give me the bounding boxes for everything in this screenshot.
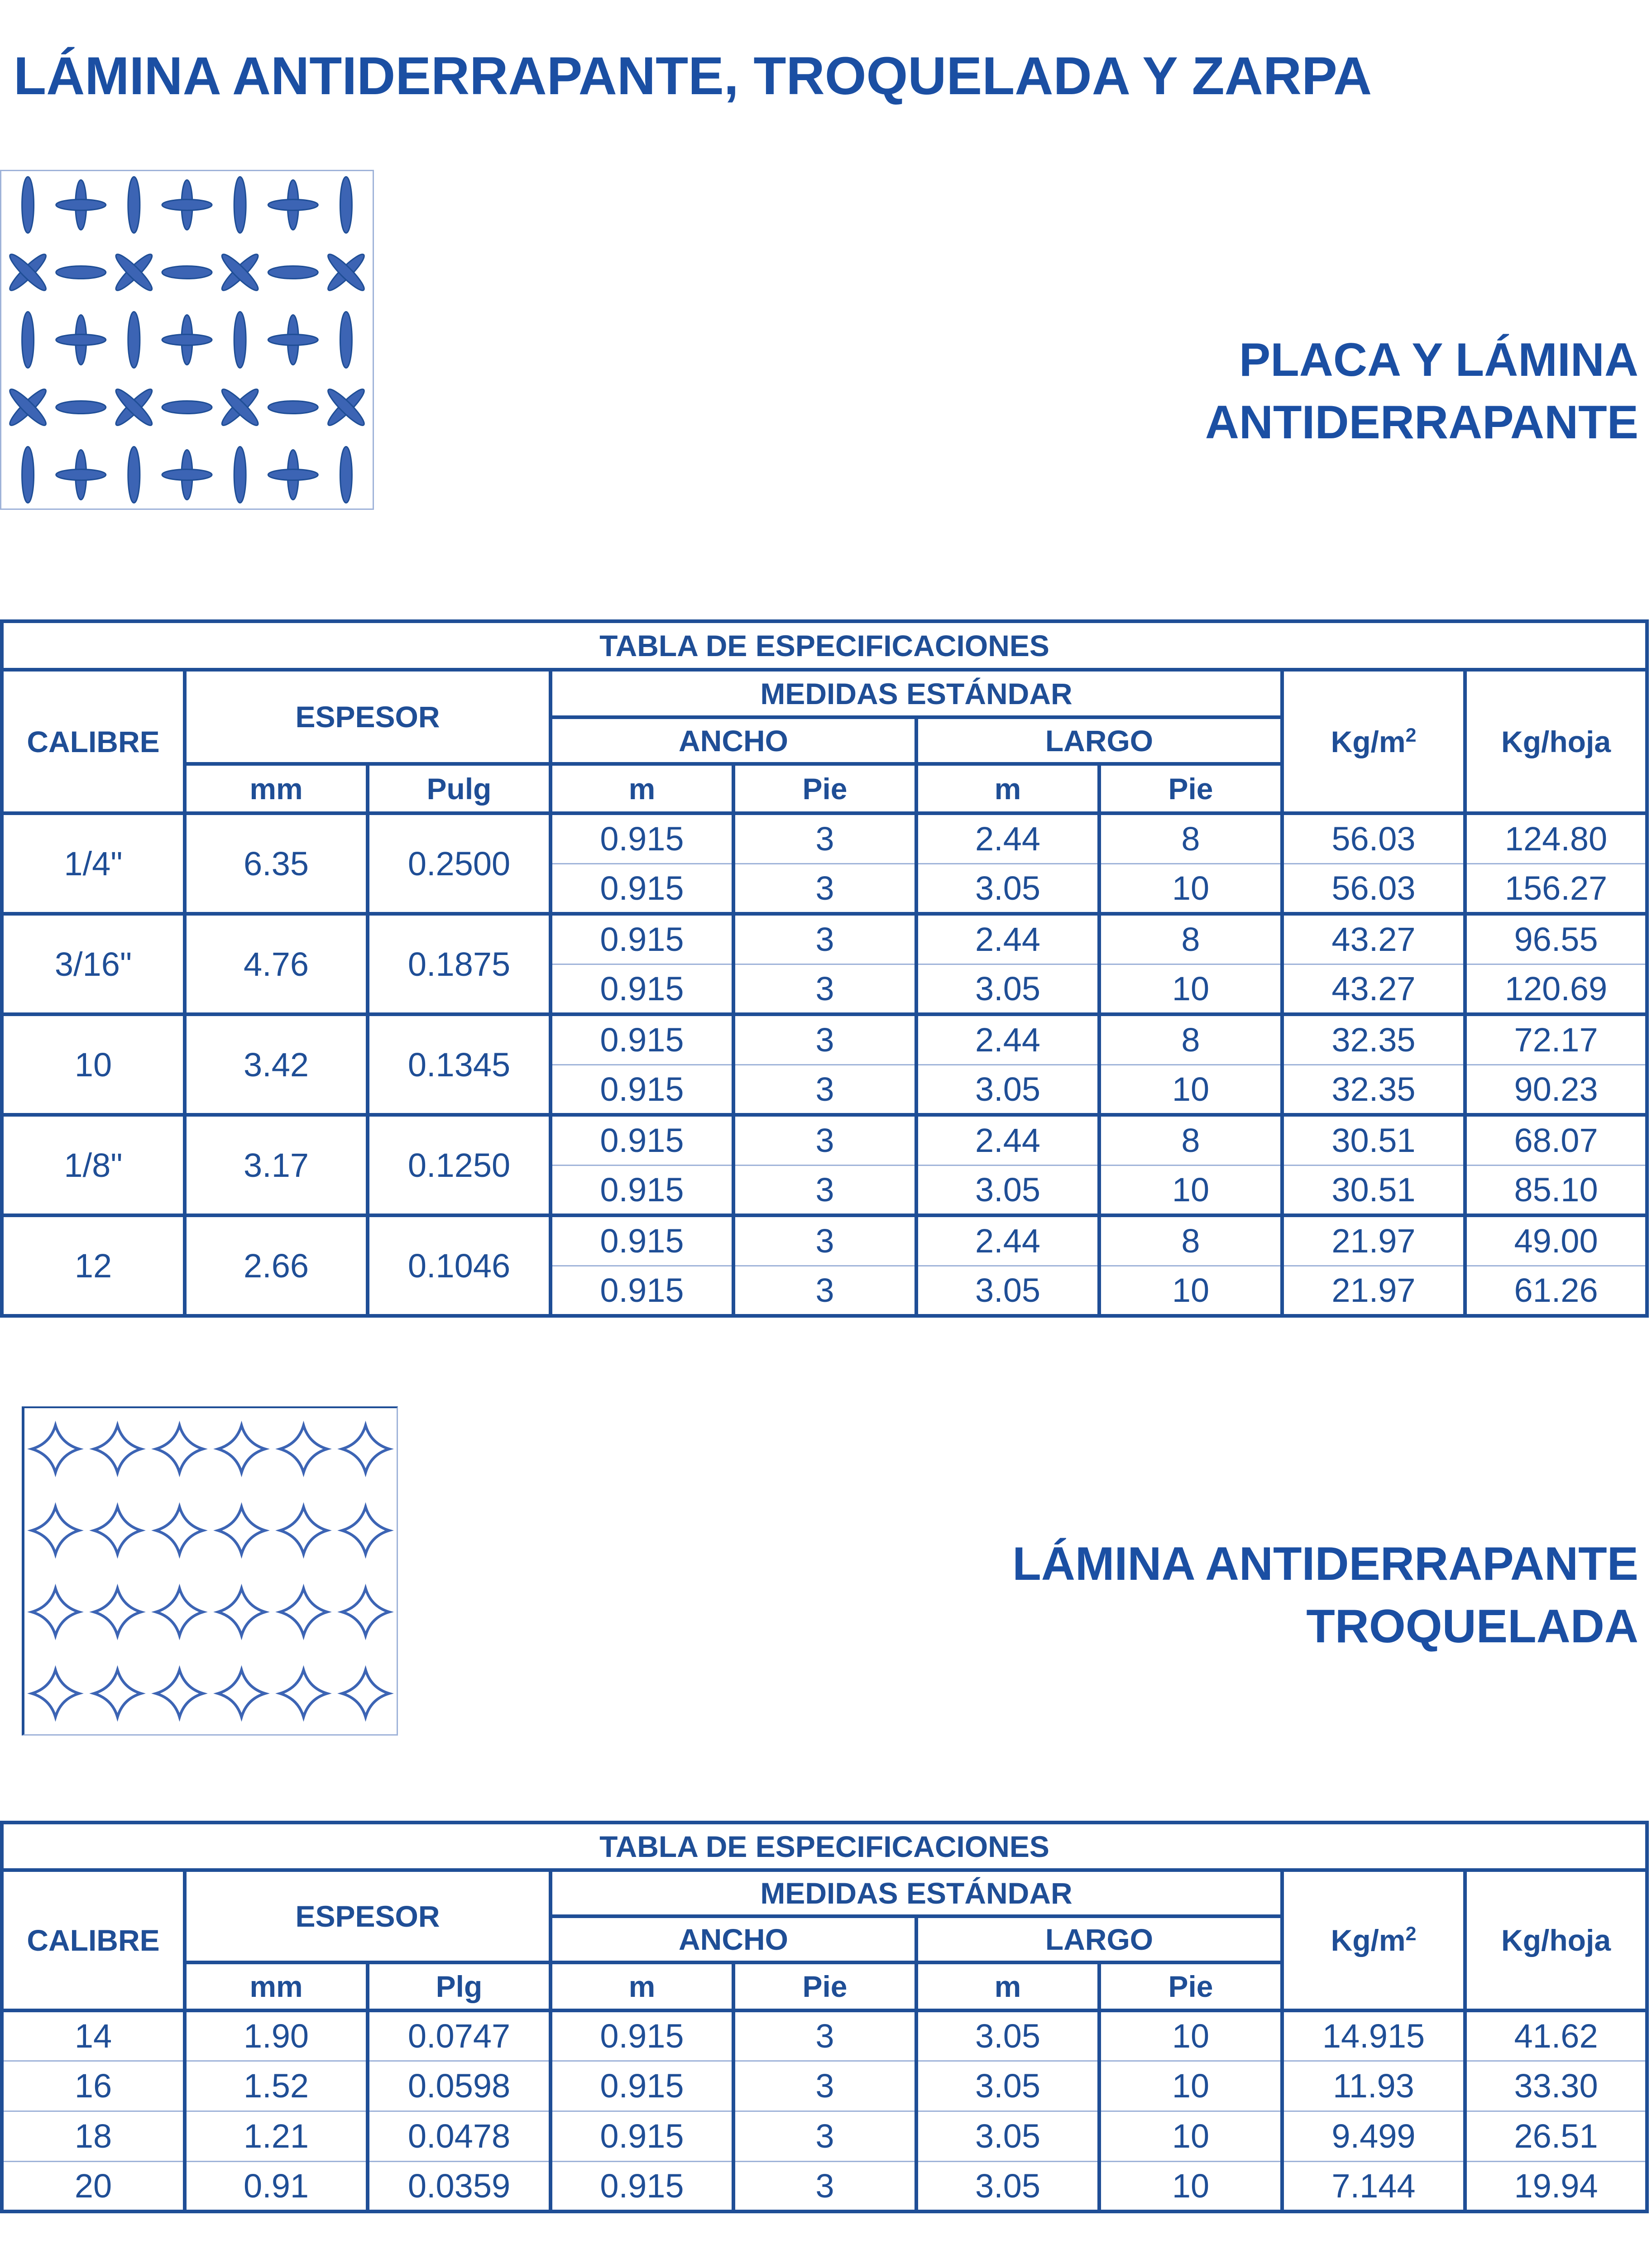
cell-ancho-m: 0.915 bbox=[551, 1115, 733, 1165]
cell-kgm2: 32.35 bbox=[1282, 1014, 1465, 1065]
cell-calibre: 3/16" bbox=[2, 914, 185, 1014]
cell-kgm2: 9.499 bbox=[1282, 2111, 1465, 2161]
cell-calibre: 14 bbox=[2, 2010, 185, 2061]
cell-ancho-pie: 3 bbox=[733, 914, 916, 964]
cell-ancho-m: 0.915 bbox=[551, 1266, 733, 1316]
cell-largo-m: 3.05 bbox=[916, 1266, 1099, 1316]
cell-mm: 1.90 bbox=[185, 2010, 368, 2061]
cell-kgm2: 32.35 bbox=[1282, 1065, 1465, 1115]
cell-largo-m: 3.05 bbox=[916, 964, 1099, 1014]
cell-calibre: 1/8" bbox=[2, 1115, 185, 1215]
cell-largo-pie: 10 bbox=[1099, 863, 1282, 914]
col-header-pie: Pie bbox=[733, 764, 916, 813]
cell-calibre: 16 bbox=[2, 2061, 185, 2111]
col-header-pie: Pie bbox=[733, 1962, 916, 2010]
cell-kghoja: 120.69 bbox=[1465, 964, 1647, 1014]
cell-kghoja: 33.30 bbox=[1465, 2061, 1647, 2111]
cell-pulg: 0.2500 bbox=[368, 813, 551, 914]
table-row bbox=[2, 2161, 1647, 2211]
col-header-kgm2: $Kg/m^2$ bbox=[1282, 670, 1465, 813]
cell-calibre: 10 bbox=[2, 1014, 185, 1115]
col-header-kghoja: Kg/hoja bbox=[1465, 670, 1647, 813]
section-title-placa bbox=[1205, 329, 1638, 454]
col-header-pie: Pie bbox=[1099, 764, 1282, 813]
cell-ancho-pie: 3 bbox=[733, 2061, 916, 2111]
cell-largo-pie: 10 bbox=[1099, 2010, 1282, 2061]
cell-kghoja: 85.10 bbox=[1465, 1165, 1647, 1215]
col-header-m: m bbox=[916, 764, 1099, 813]
cell-pulg: 0.1046 bbox=[368, 1215, 551, 1316]
cell-kgm2: 7.144 bbox=[1282, 2161, 1465, 2211]
cell-kghoja: 49.00 bbox=[1465, 1215, 1647, 1266]
cell-ancho-m: 0.915 bbox=[551, 2111, 733, 2161]
cell-kgm2: 21.97 bbox=[1282, 1215, 1465, 1266]
cell-ancho-m: 0.915 bbox=[551, 914, 733, 964]
col-header-medidas: MEDIDAS ESTÁNDAR bbox=[551, 670, 1282, 717]
cell-ancho-pie: 3 bbox=[733, 1165, 916, 1215]
col-header-m: m bbox=[551, 1962, 733, 2010]
cell-kgm2: 43.27 bbox=[1282, 964, 1465, 1014]
col-header-pulg: Pulg bbox=[368, 764, 551, 813]
cell-ancho-m: 0.915 bbox=[551, 2010, 733, 2061]
cell-kgm2: 56.03 bbox=[1282, 863, 1465, 914]
cell-largo-m: 3.05 bbox=[916, 2061, 1099, 2111]
cell-largo-m: 2.44 bbox=[916, 1215, 1099, 1266]
cell-ancho-pie: 3 bbox=[733, 2111, 916, 2161]
cell-largo-m: 3.05 bbox=[916, 1165, 1099, 1215]
cell-largo-pie: 10 bbox=[1099, 2161, 1282, 2211]
cell-largo-pie: 10 bbox=[1099, 1065, 1282, 1115]
cell-ancho-pie: 3 bbox=[733, 1115, 916, 1165]
col-header-medidas: MEDIDAS ESTÁNDAR bbox=[551, 1870, 1282, 1916]
cell-calibre: 18 bbox=[2, 2111, 185, 2161]
cell-kgm2: 30.51 bbox=[1282, 1165, 1465, 1215]
cell-kgm2: 14.915 bbox=[1282, 2010, 1465, 2061]
cell-mm: 3.42 bbox=[185, 1014, 368, 1115]
cell-kghoja: 41.62 bbox=[1465, 2010, 1647, 2061]
table-caption: TABLA DE ESPECIFICACIONES bbox=[2, 621, 1647, 670]
cell-plg: 0.0747 bbox=[368, 2010, 551, 2061]
cell-kghoja: 19.94 bbox=[1465, 2161, 1647, 2211]
cell-largo-pie: 10 bbox=[1099, 964, 1282, 1014]
col-header-largo: LARGO bbox=[916, 717, 1282, 764]
cell-largo-pie: 8 bbox=[1099, 1014, 1282, 1065]
cell-ancho-m: 0.915 bbox=[551, 964, 733, 1014]
section-title-line1: PLACA Y LÁMINA bbox=[1239, 334, 1638, 386]
cell-largo-m: 2.44 bbox=[916, 914, 1099, 964]
cell-pulg: 0.1875 bbox=[368, 914, 551, 1014]
table-row bbox=[2, 1115, 1647, 1165]
cell-ancho-pie: 3 bbox=[733, 1014, 916, 1065]
cell-largo-m: 2.44 bbox=[916, 813, 1099, 863]
cell-mm: 2.66 bbox=[185, 1215, 368, 1316]
cell-largo-m: 3.05 bbox=[916, 2111, 1099, 2161]
cell-ancho-m: 0.915 bbox=[551, 2161, 733, 2211]
checker-plate-pattern-icon bbox=[0, 170, 374, 510]
cell-plg: 0.0478 bbox=[368, 2111, 551, 2161]
col-header-largo: LARGO bbox=[916, 1916, 1282, 1962]
table-row bbox=[2, 1215, 1647, 1266]
col-header-kgm2: $Kg/m^2$ bbox=[1282, 1870, 1465, 2010]
cell-pulg: 0.1250 bbox=[368, 1115, 551, 1215]
col-header-pie: Pie bbox=[1099, 1962, 1282, 2010]
col-header-calibre: CALIBRE bbox=[2, 670, 185, 813]
cell-largo-m: 3.05 bbox=[916, 2161, 1099, 2211]
cell-mm: 1.21 bbox=[185, 2111, 368, 2161]
cell-mm: 0.91 bbox=[185, 2161, 368, 2211]
cell-largo-m: 2.44 bbox=[916, 1115, 1099, 1165]
cell-calibre: 12 bbox=[2, 1215, 185, 1316]
cell-ancho-pie: 3 bbox=[733, 1266, 916, 1316]
cell-largo-pie: 8 bbox=[1099, 1115, 1282, 1165]
table-row bbox=[2, 2010, 1647, 2061]
col-header-ancho: ANCHO bbox=[551, 1916, 916, 1962]
cell-calibre: 1/4" bbox=[2, 813, 185, 914]
cell-largo-pie: 10 bbox=[1099, 1266, 1282, 1316]
cell-ancho-m: 0.915 bbox=[551, 1215, 733, 1266]
cell-kgm2: 30.51 bbox=[1282, 1115, 1465, 1165]
cell-ancho-m: 0.915 bbox=[551, 1165, 733, 1215]
cell-largo-pie: 8 bbox=[1099, 914, 1282, 964]
cell-ancho-m: 0.915 bbox=[551, 863, 733, 914]
cell-largo-m: 3.05 bbox=[916, 2010, 1099, 2061]
cell-kghoja: 61.26 bbox=[1465, 1266, 1647, 1316]
cell-largo-pie: 8 bbox=[1099, 1215, 1282, 1266]
cell-kghoja: 124.80 bbox=[1465, 813, 1647, 863]
cell-ancho-pie: 3 bbox=[733, 2010, 916, 2061]
table-row bbox=[2, 1014, 1647, 1065]
col-header-mm: mm bbox=[185, 1962, 368, 2010]
section-title-troquelada bbox=[1012, 1533, 1638, 1658]
cell-largo-m: 2.44 bbox=[916, 1014, 1099, 1065]
cell-kghoja: 156.27 bbox=[1465, 863, 1647, 914]
cell-ancho-pie: 3 bbox=[733, 813, 916, 863]
col-header-m: m bbox=[916, 1962, 1099, 2010]
table-row bbox=[2, 2111, 1647, 2161]
cell-largo-pie: 10 bbox=[1099, 1165, 1282, 1215]
col-header-ancho: ANCHO bbox=[551, 717, 916, 764]
table-row bbox=[2, 813, 1647, 863]
cell-largo-pie: 10 bbox=[1099, 2061, 1282, 2111]
col-header-m: m bbox=[551, 764, 733, 813]
cell-plg: 0.0359 bbox=[368, 2161, 551, 2211]
col-header-calibre: CALIBRE bbox=[2, 1870, 185, 2010]
col-header-mm: mm bbox=[185, 764, 368, 813]
cell-kghoja: 26.51 bbox=[1465, 2111, 1647, 2161]
cell-ancho-m: 0.915 bbox=[551, 2061, 733, 2111]
cell-largo-pie: 8 bbox=[1099, 813, 1282, 863]
cell-kgm2: 21.97 bbox=[1282, 1266, 1465, 1316]
page-title: LÁMINA ANTIDERRAPANTE, TROQUELADA Y ZARPA bbox=[14, 46, 1372, 106]
cell-kghoja: 68.07 bbox=[1465, 1115, 1647, 1165]
cell-largo-pie: 10 bbox=[1099, 2111, 1282, 2161]
cell-mm: 4.76 bbox=[185, 914, 368, 1014]
spec-table-placa bbox=[0, 619, 1649, 1318]
cell-ancho-pie: 3 bbox=[733, 2161, 916, 2211]
spec-table-troquelada bbox=[0, 1821, 1649, 2213]
col-header-plg: Plg bbox=[368, 1962, 551, 2010]
cell-ancho-m: 0.915 bbox=[551, 1014, 733, 1065]
cell-ancho-pie: 3 bbox=[733, 1215, 916, 1266]
cell-largo-m: 3.05 bbox=[916, 1065, 1099, 1115]
col-header-kghoja: Kg/hoja bbox=[1465, 1870, 1647, 2010]
cell-ancho-m: 0.915 bbox=[551, 813, 733, 863]
cell-kgm2: 56.03 bbox=[1282, 813, 1465, 863]
four-point-star-pattern-icon bbox=[22, 1406, 398, 1736]
section-title-line2: TROQUELADA bbox=[1306, 1600, 1638, 1653]
cell-ancho-pie: 3 bbox=[733, 964, 916, 1014]
cell-plg: 0.0598 bbox=[368, 2061, 551, 2111]
table-row bbox=[2, 914, 1647, 964]
col-header-espesor: ESPESOR bbox=[185, 670, 551, 764]
section-title-line1: LÁMINA ANTIDERRAPANTE bbox=[1012, 1538, 1638, 1590]
cell-kghoja: 72.17 bbox=[1465, 1014, 1647, 1065]
table-row bbox=[2, 2061, 1647, 2111]
cell-ancho-m: 0.915 bbox=[551, 1065, 733, 1115]
col-header-espesor: ESPESOR bbox=[185, 1870, 551, 1962]
cell-calibre: 20 bbox=[2, 2161, 185, 2211]
cell-kghoja: 90.23 bbox=[1465, 1065, 1647, 1115]
cell-ancho-pie: 3 bbox=[733, 863, 916, 914]
cell-kgm2: 11.93 bbox=[1282, 2061, 1465, 2111]
cell-pulg: 0.1345 bbox=[368, 1014, 551, 1115]
cell-ancho-pie: 3 bbox=[733, 1065, 916, 1115]
cell-kgm2: 43.27 bbox=[1282, 914, 1465, 964]
section-title-line2: ANTIDERRAPANTE bbox=[1205, 396, 1638, 449]
table-caption: TABLA DE ESPECIFICACIONES bbox=[2, 1823, 1647, 1870]
cell-mm: 6.35 bbox=[185, 813, 368, 914]
cell-largo-m: 3.05 bbox=[916, 863, 1099, 914]
cell-mm: 1.52 bbox=[185, 2061, 368, 2111]
cell-mm: 3.17 bbox=[185, 1115, 368, 1215]
cell-kghoja: 96.55 bbox=[1465, 914, 1647, 964]
